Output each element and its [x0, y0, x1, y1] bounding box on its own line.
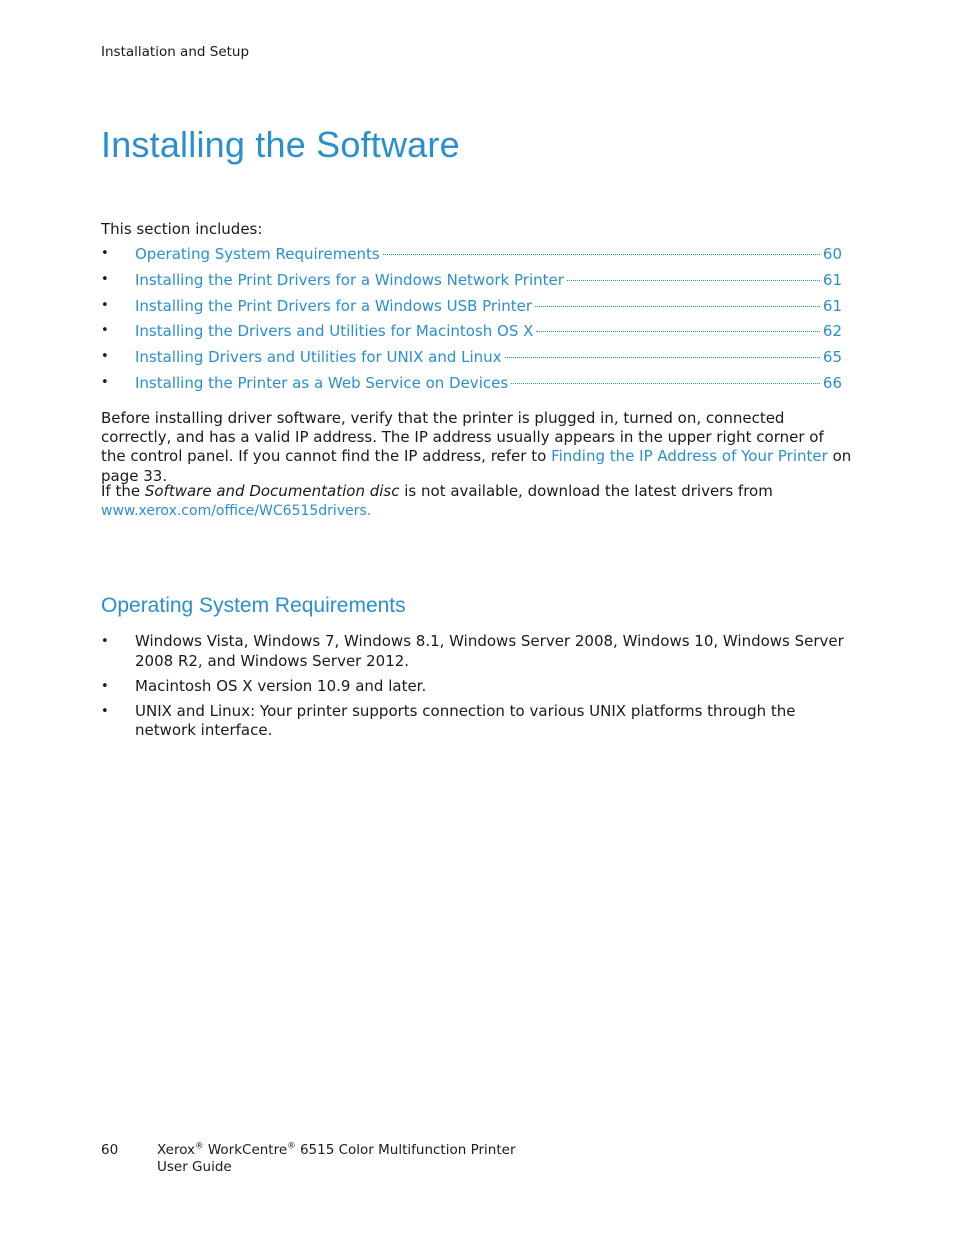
bullet-icon: •: [101, 703, 109, 719]
download-drivers-paragraph: [101, 482, 853, 521]
requirement-text: Windows Vista, Windows 7, Windows 8.1, Windows Server 2008, Windows 10, Windows Server 2008 R2, and Windows Server 2012.: [135, 632, 844, 670]
paragraph-text: Before installing driver software, verify that the printer is plugged in, turned on, connected correctly, and has a valid IP address. The IP address usually appears in the upper right corner of the control panel. If you cannot find the IP address, refer to: [101, 409, 824, 466]
toc-item: [101, 243, 842, 269]
toc-label: Installing the Print Drivers for a Windows Network Printer: [135, 270, 564, 289]
toc-label: Installing the Print Drivers for a Windows USB Printer: [135, 296, 533, 315]
drivers-url-link[interactable]: www.xerox.com/office/WC6515drivers.: [101, 503, 372, 520]
section-heading: Operating System Requirements: [101, 594, 406, 617]
paragraph-middle: is not available, download the latest drivers from: [399, 482, 773, 500]
bullet-icon: •: [101, 374, 109, 390]
bullet-icon: •: [101, 349, 109, 365]
toc-item: [101, 295, 842, 321]
finding-ip-address-link[interactable]: Finding the IP Address of Your Printer: [551, 447, 828, 466]
list-item: [101, 632, 853, 671]
toc-link-macintosh-os-x[interactable]: [135, 320, 842, 342]
toc-leader: [383, 254, 820, 255]
toc-leader: [567, 280, 820, 281]
paragraph-prefix: If the: [101, 482, 145, 500]
page-number: 60: [101, 1142, 119, 1158]
registered-mark: ®: [287, 1141, 296, 1152]
bullet-icon: •: [101, 678, 109, 694]
toc-item: [101, 346, 842, 372]
bullet-icon: •: [101, 323, 109, 339]
footer-document-title: [157, 1142, 516, 1176]
toc-page: 66: [822, 373, 842, 392]
toc-page: 62: [822, 322, 842, 341]
toc-item: [101, 372, 842, 398]
toc-leader: [535, 306, 820, 307]
disc-name: Software and Documentation disc: [144, 482, 400, 500]
registered-mark: ®: [195, 1141, 204, 1152]
toc-label: Installing Drivers and Utilities for UNIX and Linux: [135, 348, 502, 367]
toc-link-windows-usb-printer[interactable]: [135, 295, 842, 317]
toc-page: 65: [822, 348, 842, 367]
toc-leader: [536, 331, 819, 332]
section-intro: This section includes:: [101, 220, 263, 238]
toc-link-operating-system-requirements[interactable]: [135, 243, 842, 265]
requirement-text: UNIX and Linux: Your printer supports connection to various UNIX platforms through the network interface.: [135, 701, 796, 739]
list-item: [101, 677, 853, 697]
toc-item: [101, 320, 842, 346]
list-item: [101, 702, 853, 741]
toc-item: [101, 269, 842, 295]
page-title: Installing the Software: [101, 124, 460, 165]
footer-brand: Xerox: [157, 1142, 196, 1158]
toc-page: 61: [822, 270, 842, 289]
bullet-icon: •: [101, 246, 109, 261]
toc-page: 61: [822, 296, 842, 315]
driver-install-paragraph: [101, 409, 853, 486]
footer-model: 6515 Color Multifunction Printer: [295, 1142, 516, 1158]
toc-link-web-service-on-devices[interactable]: [135, 372, 842, 394]
toc-label: Operating System Requirements: [135, 245, 380, 263]
toc-label: Installing the Printer as a Web Service on Devices: [135, 373, 509, 392]
toc-link-unix-linux[interactable]: [135, 346, 842, 368]
bullet-icon: •: [101, 634, 109, 649]
footer-guide: User Guide: [157, 1159, 232, 1175]
footer-product: WorkCentre: [203, 1142, 288, 1158]
paragraph-suffix: on page 33.: [101, 447, 852, 485]
toc-page: 60: [822, 245, 842, 263]
toc-link-windows-network-printer[interactable]: [135, 269, 842, 291]
bullet-icon: •: [101, 271, 109, 287]
toc-label: Installing the Drivers and Utilities for Macintosh OS X: [135, 322, 534, 341]
toc-leader: [511, 383, 820, 384]
requirement-text: Macintosh OS X version 10.9 and later.: [135, 676, 427, 695]
running-header: Installation and Setup: [101, 44, 250, 60]
bullet-icon: •: [101, 297, 109, 313]
requirements-list: [101, 632, 853, 746]
toc-list: [101, 243, 842, 398]
toc-leader: [505, 357, 820, 358]
footer-product-line: [157, 1142, 516, 1159]
